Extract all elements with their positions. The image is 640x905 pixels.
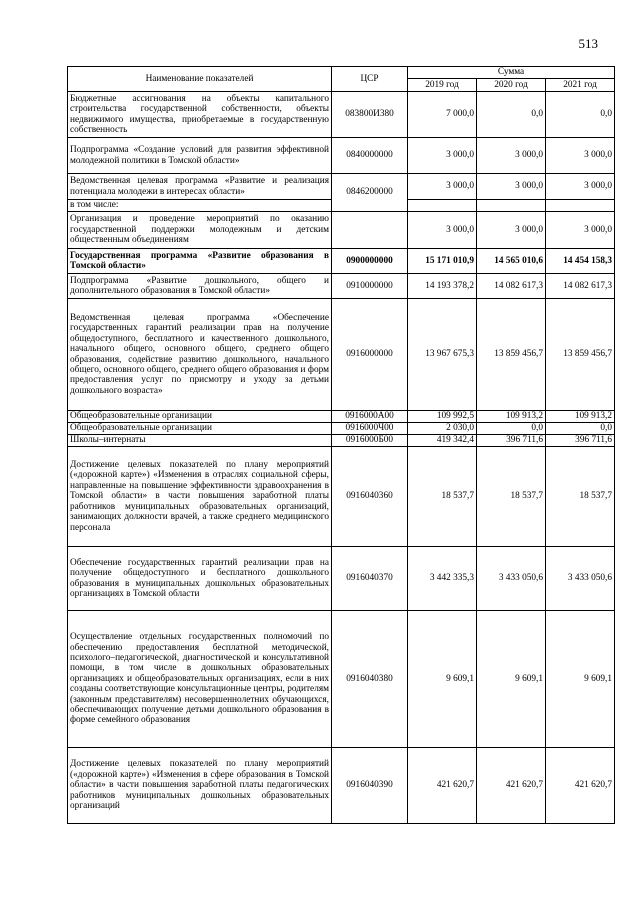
row-code: 0916040390 xyxy=(332,748,408,824)
row-name: Ведомственная целевая программа «Обеспечение государственных гарантий реализации прав на получение общедоступного, бесплатного и качественного дошкольного, начального общего, основного общего, среднего общего образования, содействие развитию дошкольного, начального общего, основного общего, среднего общего образования и форм предоставления услуг по присмотру и уходу за детьми дошкольного возраста» xyxy=(68,299,332,411)
row-name: Организация и проведение мероприятий по оказанию государственной поддержки молодежным и детским общественным объединениям xyxy=(68,212,332,249)
row-value-2020: 9 609,1 xyxy=(477,611,546,748)
row-value-2019: 2 030,0 xyxy=(408,423,477,435)
header-year-2020: 2020 год xyxy=(477,79,546,92)
row-code: 0840000000 xyxy=(332,138,408,174)
row-name: Достижение целевых показателей по плану мероприятий («дорожной карте») «Изменения в сфере образования в Томской области» в части повышения заработной платы педагогических работников муниципальных дошкольных образовательных организаций xyxy=(68,748,332,824)
row-value-2021: 3 000,0 xyxy=(546,138,615,174)
row-value-2020: 3 433 050,6 xyxy=(477,547,546,611)
row-value-2021: 18 537,7 xyxy=(546,447,615,547)
row-value-2021: 14 454 158,3 xyxy=(546,249,615,274)
header-name: Наименование показателей xyxy=(68,67,332,92)
header-sum: Сумма xyxy=(408,67,615,79)
row-value-2019: 13 967 675,3 xyxy=(408,299,477,411)
row-value-2019: 18 537,7 xyxy=(408,447,477,547)
row-value-2020: 109 913,2 xyxy=(477,411,546,423)
row-code: 0916040370 xyxy=(332,547,408,611)
row-name: Ведомственная целевая программа «Развитие и реализация потенциала молодежи в интересах области» xyxy=(68,174,332,200)
row-name: Осуществление отдельных государственных полномочий по обеспечению предоставления бесплатной методической, психолого–педагогической, диагностической и консультативной помощи, в том числе в дошкольных образовательных организациях и общеобразовательных организациях, если в них созданы соответствующие консультационные центры, родителям (законным представителям) несовершеннолетних обучающихся, обеспечивающих получение детьми дошкольного образования в форме семейного образования xyxy=(68,611,332,748)
page-number: 513 xyxy=(578,36,598,51)
table-row xyxy=(68,174,615,200)
table-row xyxy=(68,423,615,435)
row-code: 083800И380 xyxy=(332,92,408,138)
row-name: Общеобразовательные организации xyxy=(68,423,332,435)
row-value-2019: 9 609,1 xyxy=(408,611,477,748)
row-code: 0916000Ч00 xyxy=(332,423,408,435)
row-code: 0916040380 xyxy=(332,611,408,748)
row-value-2021: 421 620,7 xyxy=(546,748,615,824)
budget-table xyxy=(67,66,615,824)
row-value-2020: 3 000,0 xyxy=(477,174,546,200)
row-value-2020: 13 859 456,7 xyxy=(477,299,546,411)
row-name: Обеспечение государственных гарантий реализации прав на получение общедоступного и бесплатного дошкольного образования в муниципальных дошкольных образовательных организациях в Томской области xyxy=(68,547,332,611)
table-row xyxy=(68,411,615,423)
row-value-2020: 0,0 xyxy=(477,423,546,435)
row-value-2019: 3 442 335,3 xyxy=(408,547,477,611)
table-row xyxy=(68,249,615,274)
row-value-2020: 421 620,7 xyxy=(477,748,546,824)
row-name: Государственная программа «Развитие образования в Томской области» xyxy=(68,249,332,274)
row-value-2019: 421 620,7 xyxy=(408,748,477,824)
row-value-2020: 14 565 010,6 xyxy=(477,249,546,274)
table-row xyxy=(68,92,615,138)
row-value-2020: 14 082 617,3 xyxy=(477,274,546,299)
table-row xyxy=(68,435,615,447)
row-value-2020: 3 000,0 xyxy=(477,212,546,249)
table-row xyxy=(68,547,615,611)
table-row xyxy=(68,748,615,824)
row-value-2021: 14 082 617,3 xyxy=(546,274,615,299)
row-value-2020: 0,0 xyxy=(477,92,546,138)
row-value-2021: 396 711,6 xyxy=(546,435,615,447)
header-year-2021: 2021 год xyxy=(546,79,615,92)
row-value-2021: 13 859 456,7 xyxy=(546,299,615,411)
row-name: Подпрограмма «Создание условий для развития эффективной молодежной политики в Томской области» xyxy=(68,138,332,174)
row-value-2020: 3 000,0 xyxy=(477,138,546,174)
row-value-2019: 419 342,4 xyxy=(408,435,477,447)
row-value-2020: 396 711,6 xyxy=(477,435,546,447)
row-value-2019: 3 000,0 xyxy=(408,174,477,200)
row-name: Подпрограмма «Развитие дошкольного, общего и дополнительного образования в Томской области» xyxy=(68,274,332,299)
header-code: ЦСР xyxy=(332,67,408,92)
row-code: 0900000000 xyxy=(332,249,408,274)
row-value-2019: 3 000,0 xyxy=(408,138,477,174)
row-value-2020: 18 537,7 xyxy=(477,447,546,547)
row-name: Школы–интернаты xyxy=(68,435,332,447)
table-row xyxy=(68,212,615,249)
row-value-2021: 0,0 xyxy=(546,92,615,138)
row-code: 0916000000 xyxy=(332,299,408,411)
row-value-2021: 3 433 050,6 xyxy=(546,547,615,611)
table-row xyxy=(68,299,615,411)
row-value-2019: 15 171 010,9 xyxy=(408,249,477,274)
table-row xyxy=(68,274,615,299)
row-code: 0916000Б00 xyxy=(332,435,408,447)
row-name: Общеобразовательные организации xyxy=(68,411,332,423)
row-value-2019: 109 992,5 xyxy=(408,411,477,423)
table-row xyxy=(68,138,615,174)
row-code: 0846200000 xyxy=(332,174,408,212)
row-code: 0910000000 xyxy=(332,274,408,299)
row-code: 0916040360 xyxy=(332,447,408,547)
row-value-2021: 109 913,2 xyxy=(546,411,615,423)
row-value-2021: 3 000,0 xyxy=(546,174,615,200)
row-code: 0916000А00 xyxy=(332,411,408,423)
row-name: в том числе: xyxy=(68,200,332,212)
row-name: Достижение целевых показателей по плану мероприятий («дорожной карте») «Изменения в отраслях социальной сферы, направленные на повышение эффективности здравоохранения в Томской области» в части повышения заработной платы работников муниципальных образовательных организаций, занимающих должности врачей, а также среднего медицинского персонала xyxy=(68,447,332,547)
row-value-2021: 9 609,1 xyxy=(546,611,615,748)
row-value-2019: 7 000,0 xyxy=(408,92,477,138)
row-value-2019: 14 193 378,2 xyxy=(408,274,477,299)
row-value-2021: 3 000,0 xyxy=(546,212,615,249)
table-row xyxy=(68,611,615,748)
table-row xyxy=(68,447,615,547)
row-value-2019: 3 000,0 xyxy=(408,212,477,249)
row-value-2021: 0,0 xyxy=(546,423,615,435)
row-name: Бюджетные ассигнования на объекты капитального строительства государственной собственности, объекты недвижимого имущества, приобретаемые в государственную собственность xyxy=(68,92,332,138)
header-year-2019: 2019 год xyxy=(408,79,477,92)
